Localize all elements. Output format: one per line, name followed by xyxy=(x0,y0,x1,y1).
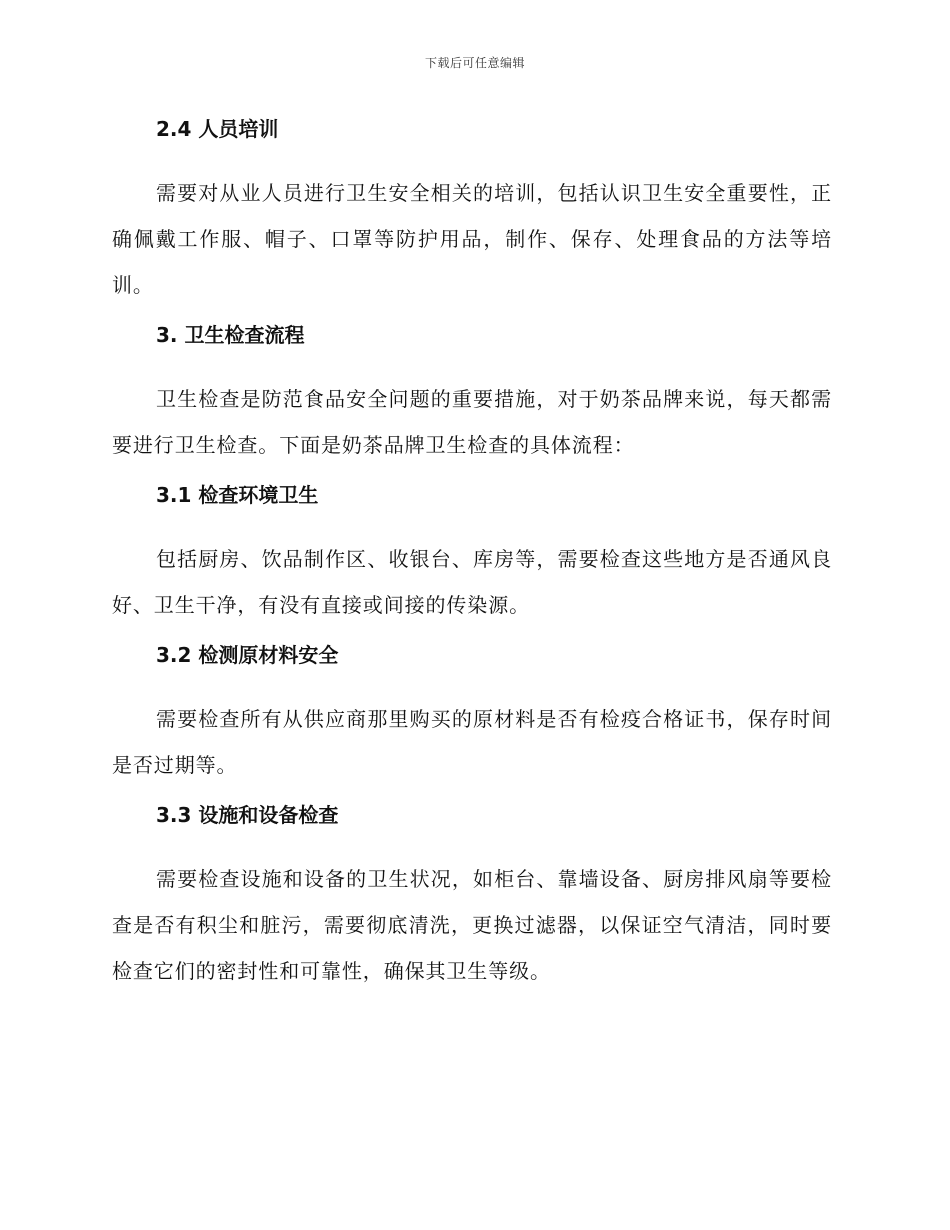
section-paragraph-2-4: 需要对从业人员进行卫生安全相关的培训，包括认识卫生安全重要性，正确佩戴工作服、帽子、口罩等防护用品，制作、保存、处理食品的方法等培训。 xyxy=(112,181,832,297)
section-paragraph-3-3: 需要检查设施和设备的卫生状况，如柜台、靠墙设备、厨房排风扇等要检查是否有积尘和脏污，需要彻底清洗，更换过滤器，以保证空气清洁，同时要检查它们的密封性和可靠性，确保其卫生等级。 xyxy=(112,867,832,983)
section-heading-3-2: 3.2 检测原材料安全 xyxy=(156,643,339,667)
section-paragraph-3: 卫生检查是防范食品安全问题的重要措施，对于奶茶品牌来说，每天都需要进行卫生检查。下面是奶茶品牌卫生检查的具体流程： xyxy=(112,387,832,457)
section-heading-2-4: 2.4 人员培训 xyxy=(156,117,279,141)
section-heading-3-3: 3.3 设施和设备检查 xyxy=(156,803,339,827)
document-body xyxy=(112,112,832,1004)
section-paragraph-3-1: 包括厨房、饮品制作区、收银台、库房等，需要检查这些地方是否通风良好、卫生干净，有没有直接或间接的传染源。 xyxy=(112,547,832,617)
section-heading-3: 3. 卫生检查流程 xyxy=(156,323,305,347)
section-paragraph-3-2: 需要检查所有从供应商那里购买的原材料是否有检疫合格证书，保存时间是否过期等。 xyxy=(112,707,832,777)
header-note: 下载后可任意编辑 xyxy=(424,56,525,70)
section-heading-3-1: 3.1 检查环境卫生 xyxy=(156,483,319,507)
